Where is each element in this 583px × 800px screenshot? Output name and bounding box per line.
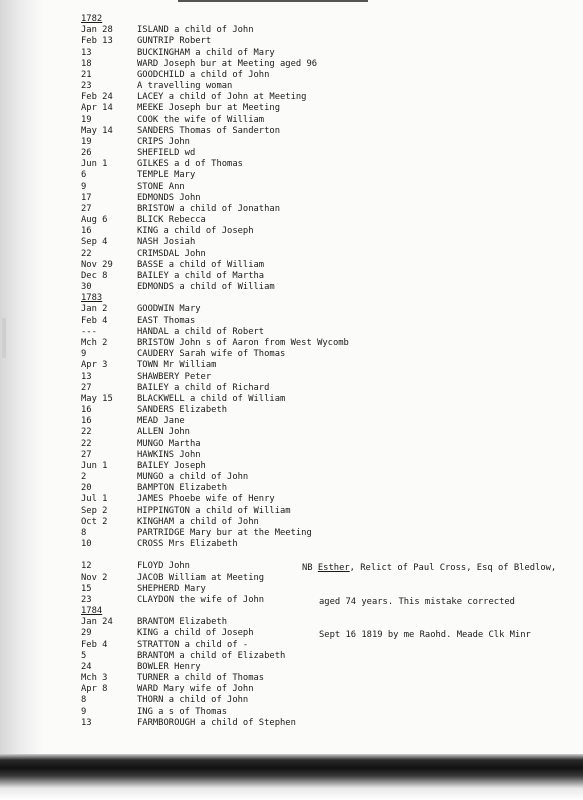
entry-text: KINGHAM a child of John	[137, 516, 259, 527]
entry-date: 20	[81, 483, 92, 494]
entry-date: Jun 1	[81, 460, 108, 471]
register-entry	[81, 103, 349, 114]
entry-text: MUNGO a child of John	[137, 472, 249, 483]
entry-text: STRATTON a child of -	[137, 639, 249, 650]
entry-text: JACOB William at Meeting	[137, 572, 265, 583]
entry-date: May 15	[81, 393, 113, 404]
entry-text: GOODCHILD a child of John	[137, 69, 270, 80]
register-entry	[81, 707, 349, 718]
entry-text: MUNGO Martha	[137, 438, 201, 449]
register-entry	[81, 472, 349, 483]
entry-date: 6	[81, 170, 87, 181]
entry-date: Apr 8	[81, 684, 108, 695]
entry-date: 15	[81, 583, 92, 594]
entry-text: SHAWBERY Peter	[137, 371, 212, 382]
entry-date: Nov 29	[81, 259, 113, 270]
entry-text: EDMONDS a child of William	[137, 282, 275, 293]
register-entry	[81, 427, 349, 438]
register-entry	[81, 260, 349, 271]
note-line-2: aged 74 years. This mistake corrected	[319, 596, 515, 607]
entry-text: BAILEY a child of Richard	[137, 382, 270, 393]
note-name: Esther	[317, 563, 350, 574]
register-entry	[81, 204, 349, 215]
entry-date: Jun 1	[81, 159, 108, 170]
note-prefix: NB	[302, 563, 318, 574]
entry-text: BAILEY a child of Martha	[137, 270, 265, 281]
entry-text: TOWN Mr William	[137, 360, 217, 371]
register-entry	[81, 494, 349, 505]
register-entry	[81, 383, 349, 394]
entry-date: Aug 6	[81, 215, 108, 226]
register-entry	[81, 718, 349, 729]
entry-text: ING a s of Thomas	[137, 706, 228, 717]
entry-text: SHEPHERD Mary	[137, 583, 206, 594]
register-entry	[81, 439, 349, 450]
entry-text: HANDAL a child of Robert	[137, 326, 265, 337]
entry-date: 8	[81, 527, 87, 538]
entry-date: Jul 1	[81, 494, 108, 505]
register-entry	[81, 338, 349, 349]
entry-date: 18	[81, 58, 92, 69]
register-entry	[81, 506, 349, 517]
register-entry	[81, 695, 349, 706]
register-entry	[81, 349, 349, 360]
entry-date: 9	[81, 181, 87, 192]
entry-text: HIPPINGTON a child of William	[137, 505, 291, 516]
entry-date: Feb 4	[81, 639, 108, 650]
register-entry	[81, 684, 349, 695]
entry-text: BAMPTON Elizabeth	[137, 483, 228, 494]
register-entry	[81, 372, 349, 383]
register-entry	[81, 517, 349, 528]
top-rule	[178, 0, 368, 2]
entry-text: ALLEN John	[137, 427, 190, 438]
entry-text: HAWKINS John	[137, 449, 201, 460]
entry-date: ---	[81, 326, 97, 337]
entry-text: WARD Joseph bur at Meeting aged 96	[137, 58, 318, 69]
entry-text: BRISTOW a child of Jonathan	[137, 203, 280, 214]
entry-date: 2	[81, 472, 87, 483]
register-entry	[81, 25, 349, 36]
entry-date: 16	[81, 416, 92, 427]
entry-text: CRIMSDAL John	[137, 248, 206, 259]
register-entry	[81, 193, 349, 204]
entry-date: 12	[81, 561, 92, 572]
entry-date: 23	[81, 81, 92, 92]
entry-date: Dec 8	[81, 270, 108, 281]
entry-date: Nov 2	[81, 572, 108, 583]
year-heading: 1782	[81, 14, 103, 24]
entry-date: 13	[81, 47, 92, 58]
register-entry	[81, 450, 349, 461]
note-line-1	[302, 563, 556, 574]
register-entry	[81, 304, 349, 315]
entry-date: 21	[81, 69, 92, 80]
entry-text: WARD Mary wife of John	[137, 684, 254, 695]
register-entry	[81, 36, 349, 47]
entry-date: 16	[81, 226, 92, 237]
entry-date: 22	[81, 248, 92, 259]
entry-text: MEAD Jane	[137, 416, 185, 427]
entry-date: Mch 2	[81, 337, 108, 348]
entry-text: COOK the wife of William	[137, 114, 265, 125]
entry-text: KING a child of Joseph	[137, 226, 254, 237]
entry-date: 8	[81, 695, 87, 706]
entry-text: ISLAND a child of John	[137, 25, 254, 36]
register-entry	[81, 182, 349, 193]
register-entry	[81, 48, 349, 59]
register-entry	[81, 170, 349, 181]
register-entry	[81, 528, 349, 539]
entry-date: 17	[81, 192, 92, 203]
entry-text: BRANTOM Elizabeth	[137, 617, 228, 628]
entry-date: 5	[81, 650, 87, 661]
entry-date: Feb 24	[81, 92, 113, 103]
entry-date: 9	[81, 349, 87, 360]
entry-date: 10	[81, 539, 92, 550]
entry-date: Sep 2	[81, 505, 108, 516]
entry-date: 9	[81, 706, 87, 717]
entry-date: 27	[81, 382, 92, 393]
entry-text: EDMONDS John	[137, 192, 201, 203]
entry-text: TEMPLE Mary	[137, 170, 196, 181]
register-entry	[81, 416, 349, 427]
entry-date: 27	[81, 449, 92, 460]
register-entry	[81, 316, 349, 327]
entry-date: 30	[81, 282, 92, 293]
register-entry	[81, 405, 349, 416]
register-entry	[81, 115, 349, 126]
entry-date: 24	[81, 661, 92, 672]
entry-text: NASH Josiah	[137, 237, 196, 248]
entry-text: GOODWIN Mary	[137, 304, 201, 315]
entry-date: May 14	[81, 125, 113, 136]
entry-text: THORN a child of John	[137, 695, 249, 706]
entry-text: JAMES Phoebe wife of Henry	[137, 494, 275, 505]
register-entry	[81, 226, 349, 237]
entry-text: MEEKE Joseph bur at Meeting	[137, 103, 280, 114]
entry-date: 27	[81, 203, 92, 214]
entry-date: Sep 4	[81, 237, 108, 248]
entry-date: 23	[81, 594, 92, 605]
register-entry	[81, 59, 349, 70]
register-entry	[81, 394, 349, 405]
entry-text: EAST Thomas	[137, 315, 196, 326]
entry-text: FARMBOROUGH a child of Stephen	[137, 717, 296, 728]
entry-date: Oct 2	[81, 516, 108, 527]
entry-text: CROSS Mrs Elizabeth	[137, 539, 238, 550]
entry-text: CRIPS John	[137, 136, 190, 147]
entry-date: 26	[81, 148, 92, 159]
entry-text: BAILEY Joseph	[137, 460, 206, 471]
page-bottom-edge	[0, 754, 583, 800]
entry-date: 22	[81, 427, 92, 438]
entry-text: PARTRIDGE Mary bur at the Meeting	[137, 527, 312, 538]
register-entry	[81, 461, 349, 472]
entry-text: BLICK Rebecca	[137, 215, 206, 226]
entry-text: CAUDERY Sarah wife of Thomas	[137, 349, 286, 360]
entry-date: 16	[81, 405, 92, 416]
entry-date: 29	[81, 628, 92, 639]
entry-date: Feb 13	[81, 36, 113, 47]
register-entry	[81, 327, 349, 338]
entry-text: KING a child of Joseph	[137, 628, 254, 639]
entry-date: Jan 28	[81, 25, 113, 36]
entry-date: Apr 14	[81, 103, 113, 114]
register-entry	[81, 92, 349, 103]
entry-date: 19	[81, 114, 92, 125]
entry-date: Feb 4	[81, 315, 108, 326]
entry-text: TURNER a child of Thomas	[137, 673, 265, 684]
entry-date: Jan 24	[81, 617, 113, 628]
entry-text: BLACKWELL a child of William	[137, 393, 286, 404]
correction-note	[302, 541, 556, 664]
register-entry	[81, 137, 349, 148]
entry-text: CLAYDON the wife of John	[137, 594, 265, 605]
entry-date: Jan 2	[81, 304, 108, 315]
entry-date: 22	[81, 438, 92, 449]
register-entry	[81, 148, 349, 159]
entry-text: GILKES a d of Thomas	[137, 159, 243, 170]
note-line-3: Sept 16 1819 by me Raohd. Meade Clk Minr	[319, 630, 531, 641]
year-heading: 1783	[81, 293, 103, 304]
entry-date: 19	[81, 136, 92, 147]
entry-text: SANDERS Thomas of Sanderton	[137, 125, 280, 136]
entry-date: 13	[81, 371, 92, 382]
year-heading: 1784	[81, 606, 103, 617]
register-entry	[81, 483, 349, 494]
entry-text: SHEFIELD wd	[137, 148, 196, 159]
binding-gutter	[0, 0, 44, 760]
entry-date: Mch 3	[81, 673, 108, 684]
register-entry	[81, 673, 349, 684]
entry-text: STONE Ann	[137, 181, 185, 192]
entry-date: Apr 3	[81, 360, 108, 371]
entry-text: BRISTOW John s of Aaron from West Wycomb	[137, 337, 349, 348]
register-entry	[81, 271, 349, 282]
register-entry	[81, 81, 349, 92]
note-line-1-rest: , Relict of Paul Cross, Esq of Bledlow,	[349, 563, 557, 574]
register-entry	[81, 282, 349, 293]
entry-text: FLOYD John	[137, 561, 190, 572]
register-entry	[81, 249, 349, 260]
entry-text: BRANTOM a child of Elizabeth	[137, 650, 286, 661]
entry-text: GUNTRIP Robert	[137, 36, 212, 47]
register-entry	[81, 159, 349, 170]
margin-mark	[2, 318, 6, 358]
entry-text: BUCKINGHAM a child of Mary	[137, 47, 275, 58]
register-entry	[81, 215, 349, 226]
register-entry	[81, 70, 349, 81]
entry-text: BASSE a child of William	[137, 259, 265, 270]
entry-text: LACEY a child of John at Meeting	[137, 92, 307, 103]
entry-text: SANDERS Elizabeth	[137, 405, 228, 416]
register-entry	[81, 126, 349, 137]
entry-text: A travelling woman	[137, 81, 233, 92]
register-entry	[81, 237, 349, 248]
entry-text: BOWLER Henry	[137, 661, 201, 672]
entry-date: 13	[81, 717, 92, 728]
register-entry	[81, 360, 349, 371]
